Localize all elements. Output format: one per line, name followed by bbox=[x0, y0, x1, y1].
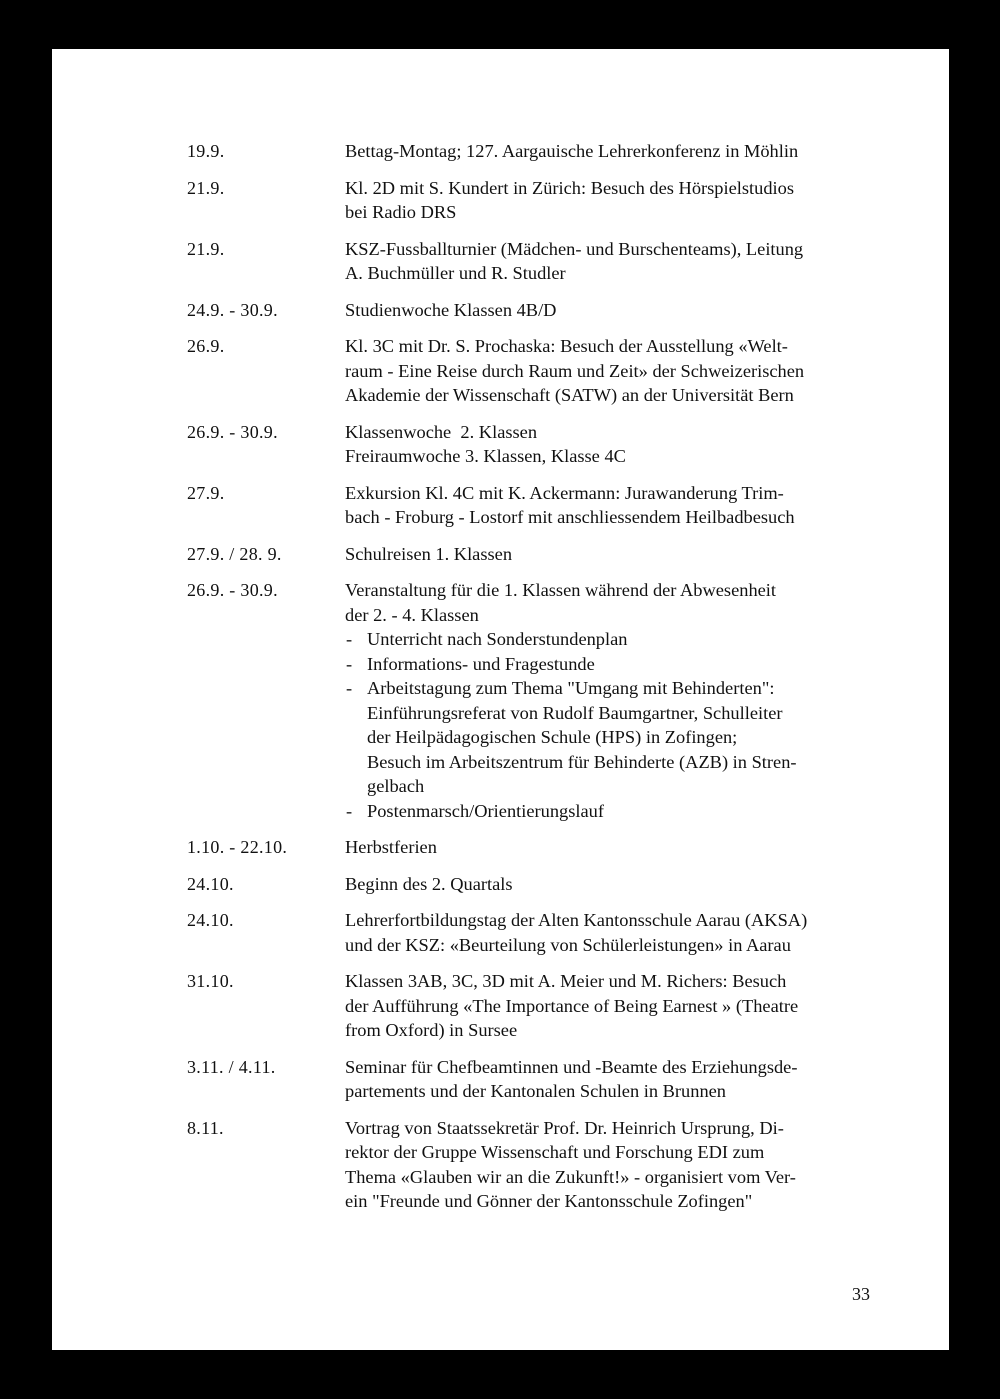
bullet-line: der Heilpädagogischen Schule (HPS) in Zofingen; bbox=[367, 727, 738, 747]
description-line: Kl. 2D mit S. Kundert in Zürich: Besuch des Hörspielstudios bbox=[345, 177, 794, 198]
event-description bbox=[345, 542, 877, 567]
description-line: Thema «Glauben wir an die Zukunft!» - organisiert vom Ver- bbox=[345, 1166, 796, 1187]
event-entry bbox=[187, 420, 877, 469]
event-date: 24.9. - 30.9. bbox=[187, 299, 278, 320]
event-description bbox=[345, 298, 877, 323]
event-date: 26.9. bbox=[187, 336, 225, 356]
bullet-item bbox=[345, 676, 877, 799]
event-entry bbox=[187, 542, 877, 567]
event-date: 8.11. bbox=[187, 1117, 224, 1138]
event-date: 27.9. / 28. 9. bbox=[187, 543, 282, 564]
description-line: Studienwoche Klassen 4B/D bbox=[345, 299, 557, 320]
event-list bbox=[187, 139, 877, 1226]
description-line: from Oxford) in Sursee bbox=[345, 1020, 518, 1040]
event-date: 27.9. bbox=[187, 482, 225, 503]
description-line: Klassen 3AB, 3C, 3D mit A. Meier und M. Richers: Besuch bbox=[345, 971, 787, 991]
bullet-line: Einführungsreferat von Rudolf Baumgartner, Schulleiter bbox=[367, 702, 783, 723]
bullet-dash: - bbox=[346, 629, 353, 649]
description-line: Freiraumwoche 3. Klassen, Klasse 4C bbox=[345, 446, 626, 466]
bullet-line: Informations- und Fragestunde bbox=[367, 653, 595, 674]
description-line: KSZ-Fussballturnier (Mädchen- und Burschenteams), Leitung bbox=[345, 238, 804, 259]
event-description bbox=[345, 334, 877, 408]
event-entry bbox=[187, 481, 877, 530]
event-description bbox=[345, 1116, 877, 1214]
event-description bbox=[345, 237, 877, 286]
event-description bbox=[345, 139, 877, 164]
event-date: 21.9. bbox=[187, 238, 225, 259]
event-description bbox=[345, 578, 877, 823]
description-line: Herbstferien bbox=[345, 837, 437, 857]
event-entry bbox=[187, 334, 877, 408]
bullet-dash: - bbox=[346, 678, 353, 698]
description-line: bach - Froburg - Lostorf mit anschliessendem Heilbadbesuch bbox=[345, 507, 795, 527]
event-entry bbox=[187, 969, 877, 1043]
event-date: 24.10. bbox=[187, 873, 234, 894]
bullet-item bbox=[345, 627, 877, 652]
bullet-line: Arbeitstagung zum Thema "Umgang mit Behinderten": bbox=[367, 678, 775, 698]
description-line: ein "Freunde und Gönner der Kantonsschule Zofingen" bbox=[345, 1191, 753, 1211]
description-line: Akademie der Wissenschaft (SATW) an der Universität Bern bbox=[345, 385, 794, 405]
event-entry bbox=[187, 835, 877, 860]
event-entry bbox=[187, 908, 877, 957]
description-line: Seminar für Chefbeamtinnen und -Beamte des Erziehungsde- bbox=[345, 1056, 798, 1077]
event-entry bbox=[187, 872, 877, 897]
description-line: Klassenwoche 2. Klassen bbox=[345, 421, 538, 442]
description-line: raum - Eine Reise durch Raum und Zeit» der Schweizerischen bbox=[345, 360, 805, 381]
bullet-item bbox=[345, 799, 877, 824]
description-line: Beginn des 2. Quartals bbox=[345, 873, 513, 894]
event-date: 31.10. bbox=[187, 971, 234, 991]
description-line: Schulreisen 1. Klassen bbox=[345, 543, 513, 564]
event-date: 19.9. bbox=[187, 141, 225, 161]
event-date: 26.9. - 30.9. bbox=[187, 421, 278, 442]
event-date: 26.9. - 30.9. bbox=[187, 580, 278, 600]
event-date: 1.10. - 22.10. bbox=[187, 837, 288, 857]
event-description bbox=[345, 176, 877, 225]
event-date: 24.10. bbox=[187, 910, 234, 930]
description-line: der 2. - 4. Klassen bbox=[345, 604, 479, 625]
event-entry bbox=[187, 237, 877, 286]
description-line: bei Radio DRS bbox=[345, 202, 457, 222]
event-description bbox=[345, 835, 877, 860]
bullet-dash: - bbox=[346, 653, 353, 674]
description-line: partements und der Kantonalen Schulen in Brunnen bbox=[345, 1081, 726, 1101]
bullet-item bbox=[345, 652, 877, 677]
bullet-line: gelbach bbox=[367, 776, 425, 796]
event-date: 3.11. / 4.11. bbox=[187, 1056, 276, 1077]
description-line: Exkursion Kl. 4C mit K. Ackermann: Jurawanderung Trim- bbox=[345, 482, 784, 503]
event-entry bbox=[187, 298, 877, 323]
event-description bbox=[345, 481, 877, 530]
description-line: Vortrag von Staatssekretär Prof. Dr. Heinrich Ursprung, Di- bbox=[345, 1117, 784, 1138]
description-line: Lehrerfortbildungstag der Alten Kantonsschule Aarau (AKSA) bbox=[345, 910, 808, 930]
event-description bbox=[345, 969, 877, 1043]
event-entry bbox=[187, 176, 877, 225]
description-line: A. Buchmüller und R. Studler bbox=[345, 263, 566, 283]
page-number: 33 bbox=[852, 1284, 870, 1304]
description-line: rektor der Gruppe Wissenschaft und Forschung EDI zum bbox=[345, 1142, 765, 1162]
document-page bbox=[52, 49, 949, 1350]
event-entry bbox=[187, 139, 877, 164]
description-line: Kl. 3C mit Dr. S. Prochaska: Besuch der Ausstellung «Welt- bbox=[345, 336, 788, 356]
bullet-line: Unterricht nach Sonderstundenplan bbox=[367, 629, 628, 649]
description-line: Bettag-Montag; 127. Aargauische Lehrerkonferenz in Möhlin bbox=[345, 141, 799, 161]
event-entry bbox=[187, 1055, 877, 1104]
event-entry bbox=[187, 578, 877, 823]
bullet-dash: - bbox=[346, 800, 353, 821]
event-description bbox=[345, 420, 877, 469]
bullet-line: Besuch im Arbeitszentrum für Behinderte (AZB) in Stren- bbox=[367, 751, 797, 772]
bullet-line: Postenmarsch/Orientierungslauf bbox=[367, 800, 604, 821]
description-line: und der KSZ: «Beurteilung von Schülerleistungen» in Aarau bbox=[345, 934, 791, 955]
description-line: Veranstaltung für die 1. Klassen während der Abwesenheit bbox=[345, 580, 777, 600]
event-entry bbox=[187, 1116, 877, 1214]
description-line: der Aufführung «The Importance of Being Earnest » (Theatre bbox=[345, 995, 799, 1016]
event-description bbox=[345, 908, 877, 957]
event-description bbox=[345, 1055, 877, 1104]
event-date: 21.9. bbox=[187, 177, 225, 198]
event-description bbox=[345, 872, 877, 897]
